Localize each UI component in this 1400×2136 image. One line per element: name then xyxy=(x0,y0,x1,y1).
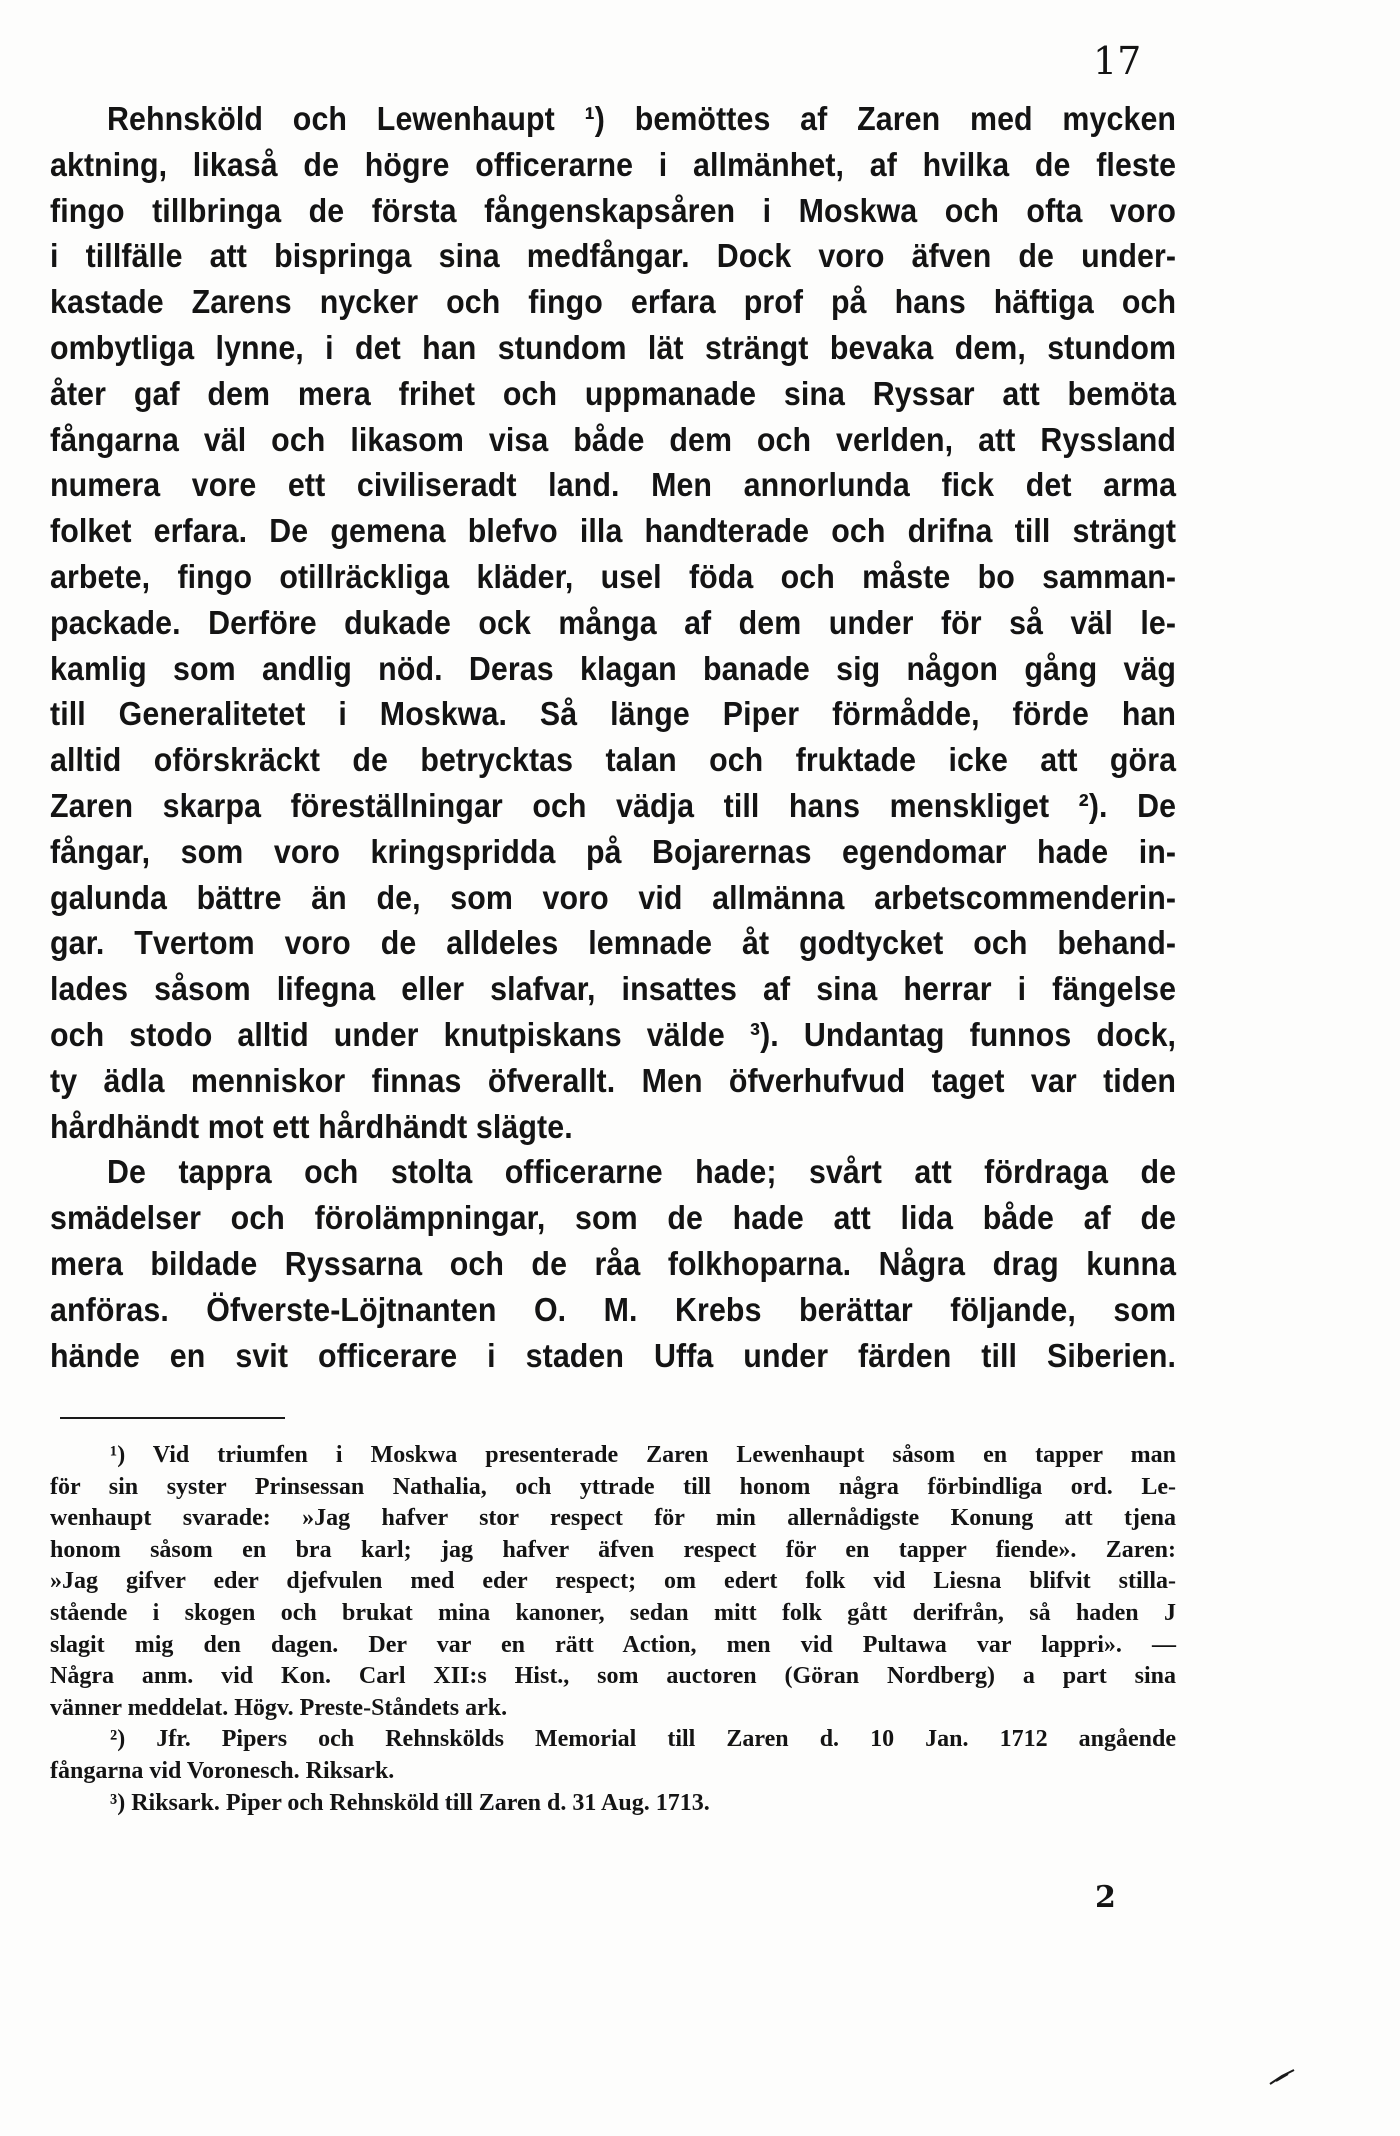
body-line: hårdhändt mot ett hårdhändt slägte. xyxy=(50,1107,573,1145)
body-line: aktning, likaså de högre officerarne i allmänhet, af hvilka de fleste xyxy=(50,145,1177,183)
body-text xyxy=(50,96,1176,1378)
body-line: Rehnsköld och Lewenhaupt ¹) bemöttes af Zaren med mycken xyxy=(107,100,1177,137)
page-number: 17 xyxy=(1093,39,1142,83)
body-line: åter gaf dem mera frihet och uppmanade sina Ryssar att bemöta xyxy=(50,374,1177,412)
body-line: arbete, fingo otillräckliga kläder, usel föda och måste bo samman- xyxy=(50,557,1177,595)
footnote-line: fångarna vid Voronesch. Riksark. xyxy=(50,1757,395,1784)
body-line: mera bildade Ryssarna och de råa folkhoparna. Några drag kunna xyxy=(50,1244,1177,1282)
body-line: smädelser och förolämpningar, som de hade att lida både af de xyxy=(50,1199,1177,1237)
ink-speck-icon xyxy=(1268,2068,1296,2086)
body-line: fångar, som voro kringspridda på Bojarernas egendomar hade in- xyxy=(50,832,1177,870)
body-line: fingo tillbringa de första fångenskapsåren i Moskwa och ofta voro xyxy=(50,191,1177,229)
footnote-line: för sin syster Prinsessan Nathalia, och yttrade till honom några förbindliga ord. Le- xyxy=(50,1473,1176,1500)
body-line: till Generalitetet i Moskwa. Så länge Piper förmådde, förde han xyxy=(50,695,1177,733)
footnote-line: Några anm. vid Kon. Carl XII:s Hist., som auctoren (Göran Nordberg) a part sina xyxy=(50,1663,1176,1690)
signature-mark: 2 xyxy=(1095,1880,1116,1915)
footnote-line: wenhaupt svarade: »Jag hafver stor respect för min allernådigste Konung att tjena xyxy=(50,1505,1176,1532)
footnote-line: honom såsom en bra karl; jag hafver äfven respect för en tapper fiende». Zaren: xyxy=(50,1536,1176,1563)
body-line: ombytliga lynne, i det han stundom lät strängt bevaka dem, stundom xyxy=(50,328,1177,366)
body-line: hände en svit officerare i staden Uffa under färden till Siberien. xyxy=(50,1336,1177,1374)
body-line: i tillfälle att bispringa sina medfångar. Dock voro äfven de under- xyxy=(50,237,1177,275)
body-line: folket erfara. De gemena blefvo illa handterade och drifna till strängt xyxy=(50,512,1177,550)
body-line: kamlig som andlig nöd. Deras klagan banade sig någon gång väg xyxy=(50,649,1177,687)
body-line: galunda bättre än de, som voro vid allmänna arbetscommenderin- xyxy=(50,878,1177,916)
footnote-line: ³) Riksark. Piper och Rehnsköld till Zaren d. 31 Aug. 1713. xyxy=(110,1789,710,1816)
footnote-line: ¹) Vid triumfen i Moskwa presenterade Zaren Lewenhaupt såsom en tapper man xyxy=(110,1442,1176,1468)
body-line: fångarna väl och likasom visa både dem och verlden, att Ryssland xyxy=(50,420,1177,458)
body-line: De tappra och stolta officerarne hade; svårt att fördraga de xyxy=(107,1153,1177,1191)
footnote-line: »Jag gifver eder djefvulen med eder respect; om edert folk vid Liesna blifvit stilla- xyxy=(50,1568,1176,1595)
footnote-line: ²) Jfr. Pipers och Rehnskölds Memorial till Zaren d. 10 Jan. 1712 angående xyxy=(110,1726,1176,1753)
footnotes xyxy=(50,1440,1176,1819)
footnote-line: stående i skogen och brukat mina kanoner, sedan mitt folk gått derifrån, så haden J xyxy=(50,1599,1176,1626)
body-line: numera vore ett civiliseradt land. Men annorlunda fick det arma xyxy=(50,466,1177,504)
body-line: alltid oförskräckt de betrycktas talan och fruktade icke att göra xyxy=(50,741,1177,779)
footnote-line: slagit mig den dagen. Der var en rätt Action, men vid Pultawa var lappri». — xyxy=(50,1631,1176,1658)
body-line: gar. Tvertom voro de alldeles lemnade åt godtycket och behand- xyxy=(50,924,1177,962)
body-line: packade. Derföre dukade ock många af dem under för så väl le- xyxy=(50,603,1177,641)
body-line: Zaren skarpa föreställningar och vädja till hans menskliget ²). De xyxy=(50,786,1177,824)
body-line: anföras. Öfverste-Löjtnanten O. M. Krebs berättar följande, som xyxy=(50,1290,1177,1328)
footnote-divider xyxy=(60,1417,285,1419)
body-line: lades såsom lifegna eller slafvar, insattes af sina herrar i fängelse xyxy=(50,970,1177,1008)
body-line: och stodo alltid under knutpiskans välde ³). Undantag funnos dock, xyxy=(50,1015,1177,1053)
footnote-line: vänner meddelat. Högv. Preste-Ståndets ark. xyxy=(50,1694,508,1721)
body-line: ty ädla menniskor finnas öfverallt. Men öfverhufvud taget var tiden xyxy=(50,1061,1177,1099)
body-line: kastade Zarens nycker och fingo erfara prof på hans häftiga och xyxy=(50,283,1177,321)
